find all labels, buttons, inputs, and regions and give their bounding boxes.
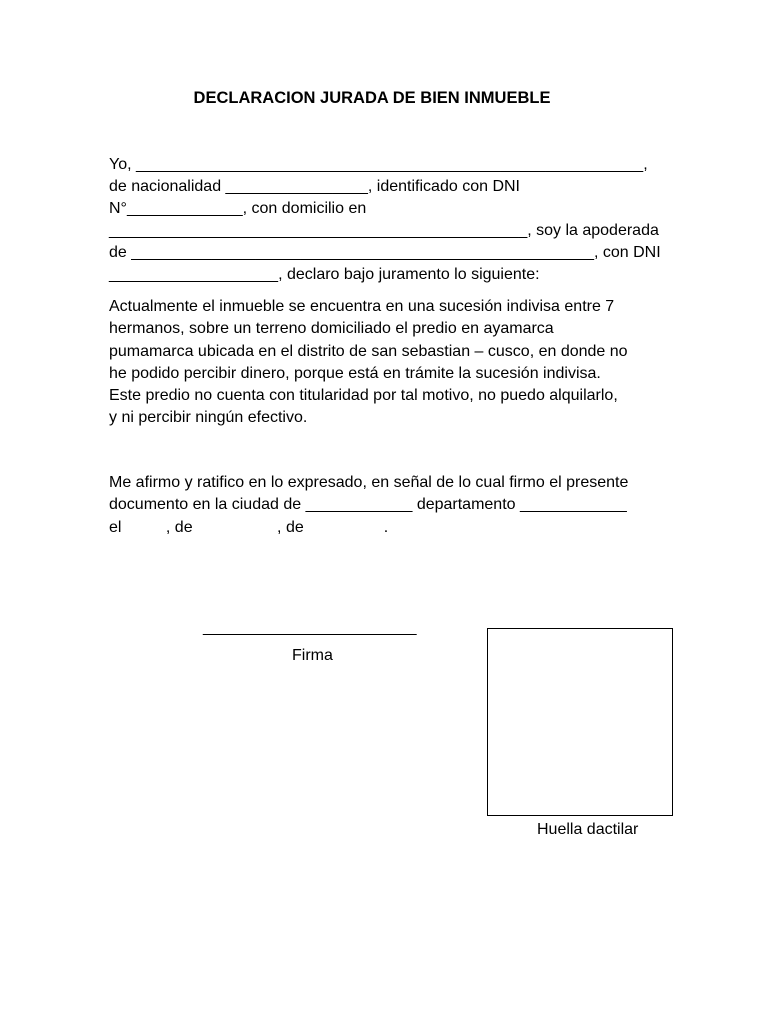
signature-line: ________________________ [203, 619, 417, 636]
closing-line-1: Me afirmo y ratifico en lo expresado, en señal de lo cual firmo el presente [109, 474, 629, 491]
closing-line-2: documento en la ciudad de ____________ departamento ____________ [109, 496, 627, 513]
closing-line-3: el , de , de . [109, 519, 389, 536]
document-title: DECLARACION JURADA DE BIEN INMUEBLE [193, 89, 551, 107]
fingerprint-box [487, 628, 673, 816]
body-line-3: pumamarca ubicada en el distrito de san sebastian – cusco, en donde no [109, 343, 628, 360]
intro-line-2: de nacionalidad ________________, identificado con DNI [109, 178, 520, 195]
body-line-4: he podido percibir dinero, porque está en trámite la sucesión indivisa. [109, 365, 601, 382]
intro-line-1: Yo, _________________________________________________________, [109, 156, 648, 173]
fingerprint-label: Huella dactilar [537, 821, 639, 838]
body-line-5: Este predio no cuenta con titularidad por tal motivo, no puedo alquilarlo, [109, 387, 618, 404]
signature-label: Firma [292, 647, 333, 664]
body-line-1: Actualmente el inmueble se encuentra en una sucesión indivisa entre 7 [109, 298, 615, 315]
intro-line-4: _______________________________________________, soy la apoderada [109, 222, 659, 239]
body-line-6: y ni percibir ningún efectivo. [109, 409, 308, 426]
intro-line-5: de ____________________________________________________, con DNI [109, 244, 661, 261]
body-line-2: hermanos, sobre un terreno domiciliado el predio en ayamarca [109, 320, 554, 337]
intro-line-3: N°_____________, con domicilio en [109, 200, 367, 217]
intro-line-6: ___________________, declaro bajo juramento lo siguiente: [109, 266, 540, 283]
